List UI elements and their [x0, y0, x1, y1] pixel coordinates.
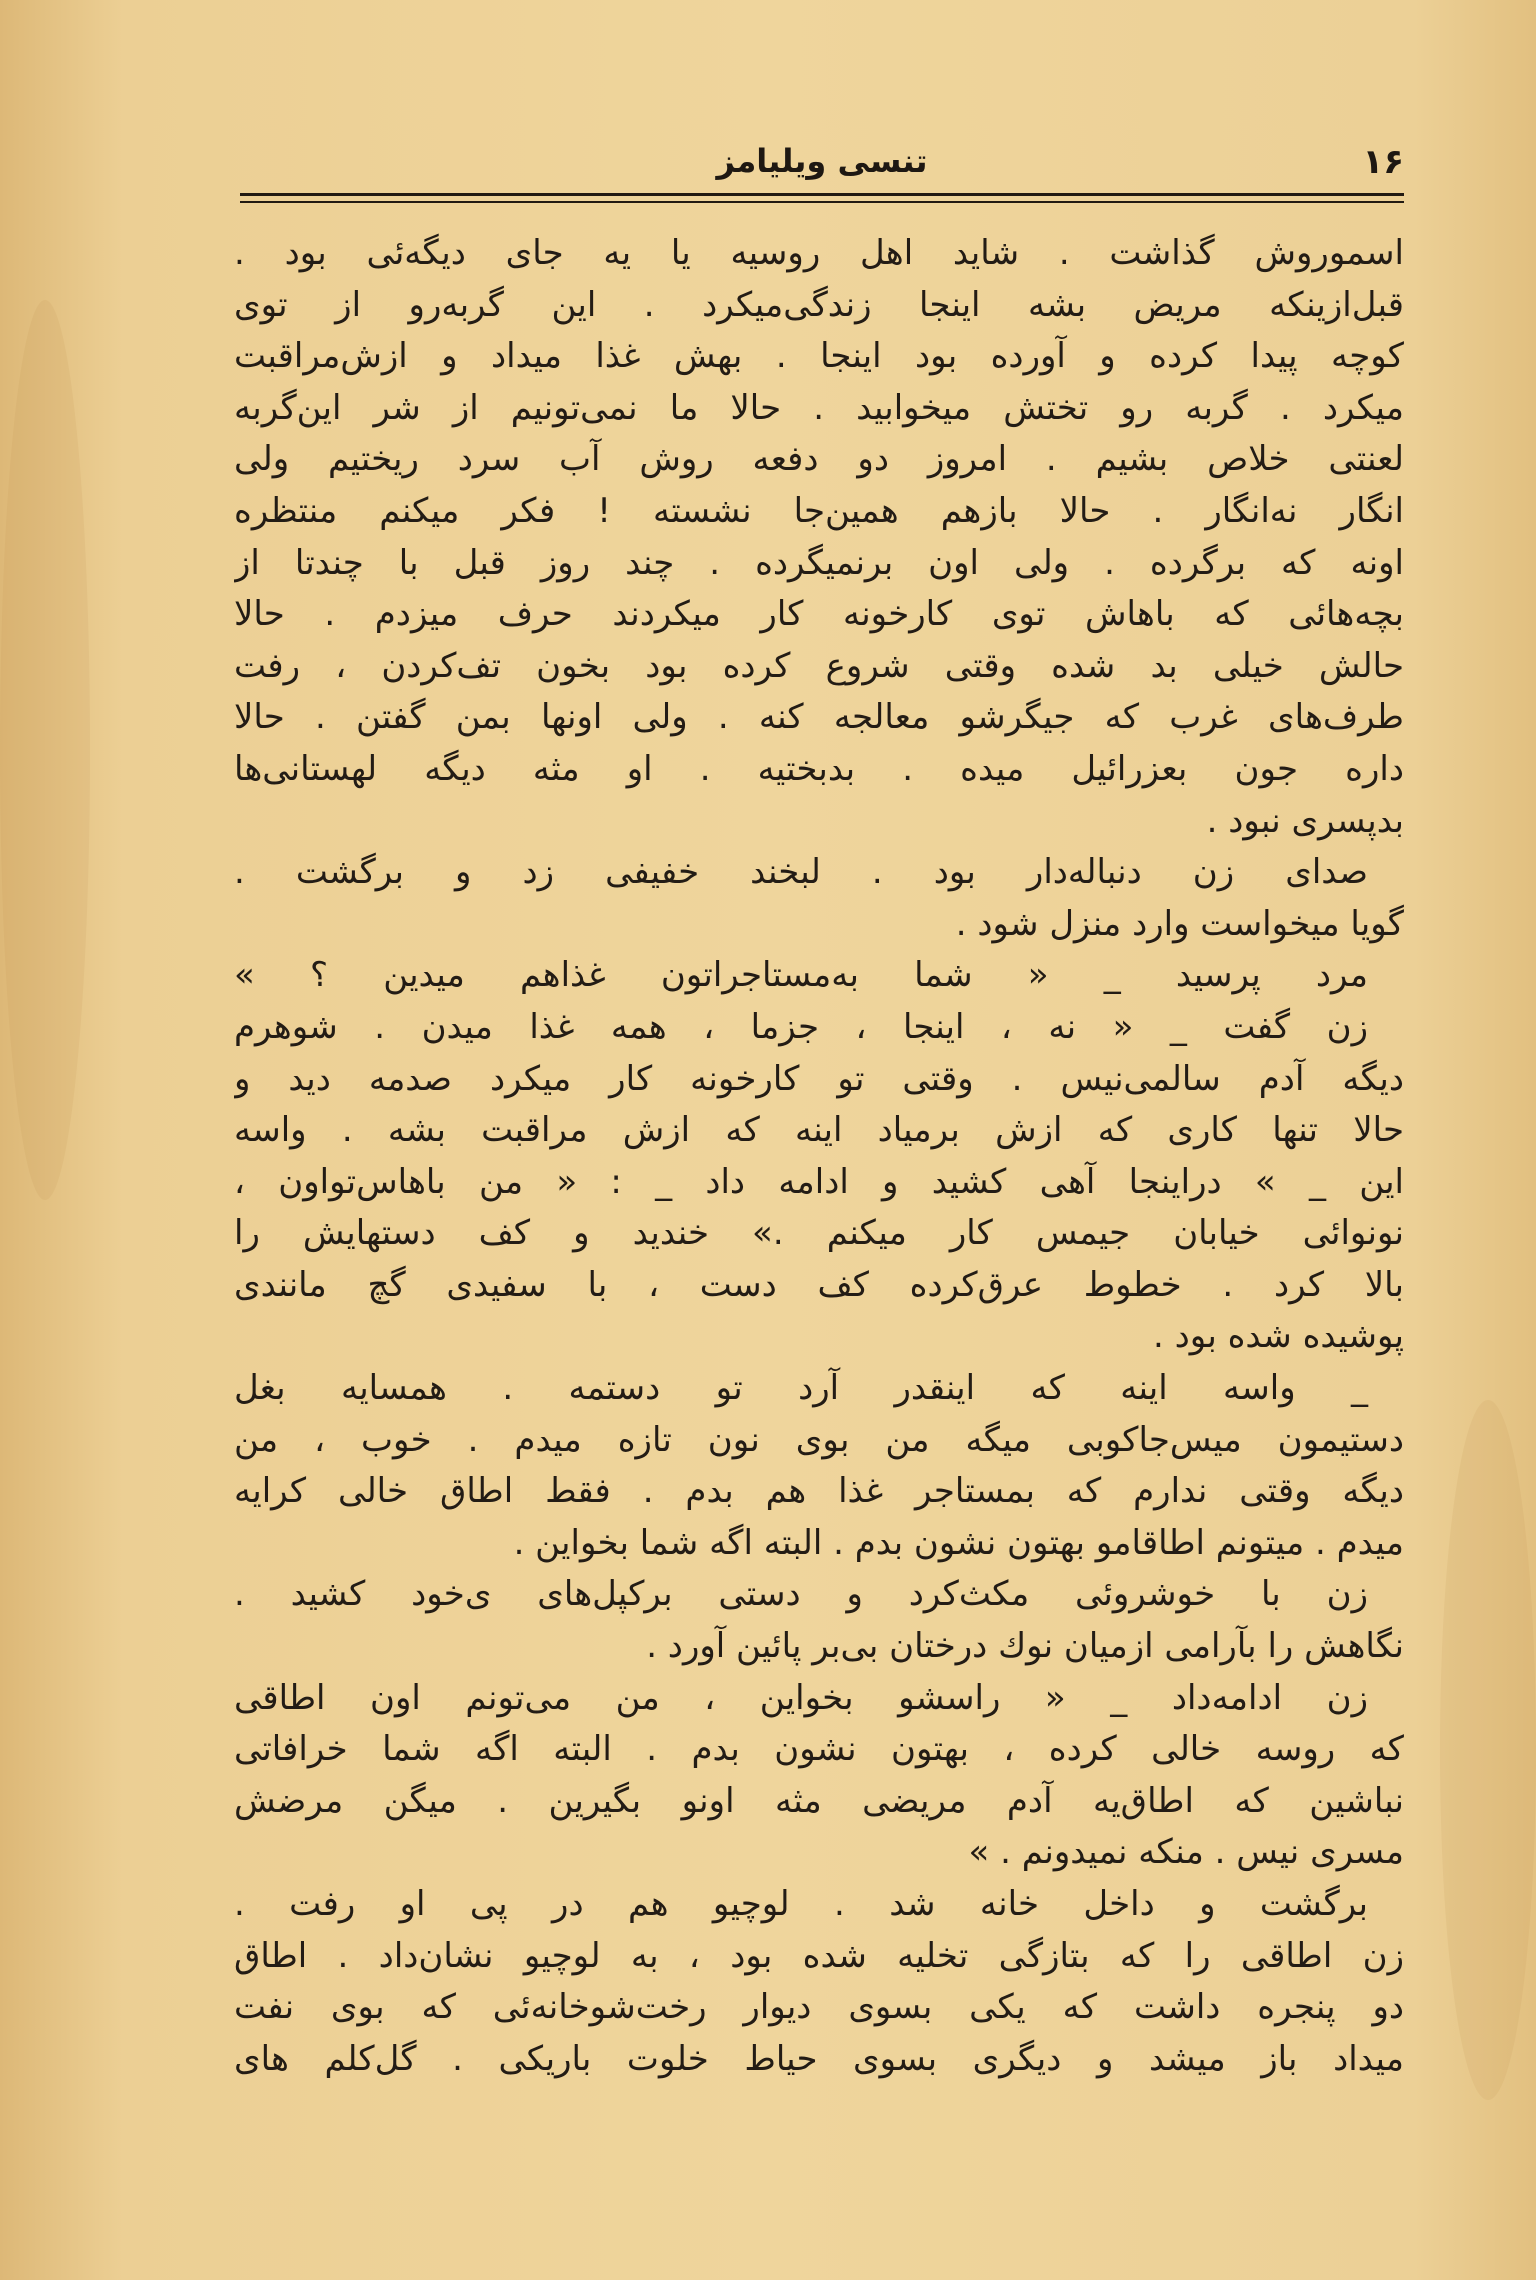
text-line: نگاهش را بآرامی ازمیان نوك درختان بی‌بر پائین آورد . — [646, 1626, 1404, 1667]
text-line: زن گفت _ « نه ، اینجا ، جزما ، همه غذا میدن . شوهرم — [234, 1006, 1368, 1047]
page-number: ۱۶ — [1362, 142, 1404, 182]
text-line: نباشین که اطاق‌یه آدم مریضی مثه اونو بگیرین . میگن مرضش — [234, 1780, 1404, 1821]
running-title: تنسی ویلیامز — [716, 142, 928, 180]
page-header — [240, 136, 1404, 200]
text-line: حالش خیلی بد شده وقتی شروع کرده بود بخون تف‌کردن ، رفت — [234, 645, 1404, 686]
text-line: کوچه پیدا کرده و آورده بود اینجا . بهش غذا میداد و ازش‌مراقبت — [234, 336, 1404, 377]
paper-stain — [1440, 1400, 1536, 2100]
text-line: پوشیده شده بود . — [1153, 1316, 1404, 1357]
text-line: زن با خوشروئی مکث‌کرد و دستی برکپل‌های ی‌خود کشید . — [234, 1574, 1368, 1615]
text-line: نونوائی خیابان جیمس کار میکنم .» خندید و کف دستهایش را — [234, 1213, 1404, 1254]
text-line: دیگه آدم سالمی‌نیس . وقتی تو کارخونه کار میکرد صدمه دید و — [234, 1058, 1404, 1099]
header-rule-thin — [240, 201, 1404, 203]
text-line: قبل‌ازینکه مریض بشه اینجا زندگی‌میکرد . این گربه‌رو از توی — [234, 284, 1404, 325]
text-line: میدم . میتونم اطاقامو بهتون نشون بدم . البته اگه شما بخواین . — [513, 1522, 1404, 1563]
text-line: این _ » دراینجا آهی کشید و ادامه داد _ : « من باهاس‌تواون ، — [234, 1161, 1404, 1202]
text-line: بچه‌هائی که باهاش توی کارخونه کار میکردند حرف میزدم . حالا — [234, 594, 1404, 635]
body-text — [234, 228, 1404, 2085]
text-line: بدپسری نبود . — [1206, 800, 1404, 841]
text-line: مرد پرسید _ « شما به‌مستاجراتون غذاهم میدین ؟ » — [234, 955, 1368, 996]
text-line: دستیمون میس‌جاکوبی میگه من بوی نون تازه میدم . خوب ، من — [234, 1419, 1404, 1460]
text-line: برگشت و داخل خانه شد . لوچیو هم در پی او رفت . — [234, 1884, 1368, 1924]
text-line: اسموروش گذاشت . شاید اهل روسیه یا یه جای دیگه‌ئی بود . — [234, 233, 1404, 273]
text-line: دو پنجره داشت که یکی بسوی دیوار رخت‌شوخانه‌ئی که بوی نفت — [234, 1987, 1404, 2028]
text-line: گویا میخواست وارد منزل شود . — [955, 903, 1404, 944]
text-line: زن اطاقی را که بتازگی تخلیه شده بود ، به لوچیو نشان‌داد . اطاق — [234, 1935, 1404, 1976]
text-line: _ واسه اینه که اینقدر آرد تو دستمه . همسایه بغل — [234, 1368, 1368, 1409]
text-line: انگار نه‌انگار . حالا بازهم همین‌جا نشسته ! فکر میکنم منتظره — [234, 490, 1404, 531]
text-line: لعنتی خلاص بشیم . امروز دو دفعه روش آب سرد ریختیم ولی — [234, 439, 1404, 480]
text-line: حالا تنها کاری که ازش برمیاد اینه که ازش مراقبت بشه . واسه — [234, 1110, 1404, 1151]
header-rule — [240, 193, 1404, 196]
text-line: داره جون بعزرائیل میده . بدبختیه . او مثه دیگه لهستانی‌ها — [234, 748, 1404, 789]
text-line: اونه که برگرده . ولی اون برنمیگرده . چند روز قبل با چندتا از — [234, 542, 1404, 583]
text-line: صدای زن دنباله‌دار بود . لبخند خفیفی زد و برگشت . — [234, 852, 1368, 893]
text-line: بالا کرد . خطوط عرق‌کرده کف دست ، با سفیدی گچ مانندی — [234, 1264, 1404, 1305]
text-line: طرف‌های غرب که جیگرشو معالجه کنه . ولی اونها بمن گفتن . حالا — [234, 697, 1404, 738]
text-line: دیگه وقتی ندارم که بمستاجر غذا هم بدم . فقط اطاق خالی کرایه — [234, 1471, 1404, 1512]
paper-stain — [0, 300, 90, 1200]
text-line: میکرد . گربه رو تختش میخوابید . حالا ما نمی‌تونیم از شر این‌گربه — [234, 387, 1404, 428]
text-line: زن ادامه‌داد _ « راسشو بخواین ، من می‌تونم اون اطاقی — [234, 1677, 1368, 1718]
text-line: میداد باز میشد و دیگری بسوی حیاط خلوت باریکی . گل‌کلم های — [234, 2038, 1404, 2079]
text-line: مسری نیس . منکه نمیدونم . » — [968, 1832, 1404, 1873]
text-line: که روسه خالی کرده ، بهتون نشون بدم . البته اگه شما خرافاتی — [234, 1729, 1404, 1770]
